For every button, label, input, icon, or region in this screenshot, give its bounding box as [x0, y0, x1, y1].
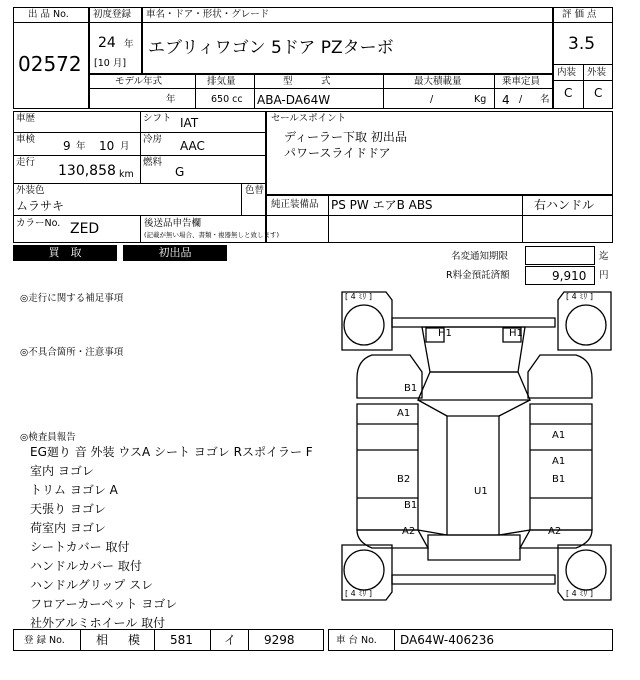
- buy-button: 買 取: [13, 245, 117, 261]
- equipment-value: PS PW エアB ABS: [331, 198, 433, 212]
- sales-point-2: パワースライドドア: [284, 146, 391, 160]
- roof: [447, 416, 499, 535]
- first-reg-label: 初度登録: [93, 9, 132, 20]
- history-label: 車歴: [16, 113, 36, 124]
- exterior-label: 外装: [587, 67, 607, 78]
- color-change-label: 色替: [245, 185, 265, 196]
- defects-label: ◎不具合箇所・注意事項: [20, 347, 124, 358]
- driving-remarks-label: ◎走行に関する補足事項: [20, 293, 124, 304]
- inspector-line: トリム ヨゴレ A: [30, 483, 118, 497]
- reg-area-2: 模: [128, 633, 141, 647]
- reg-number: 9298: [264, 633, 295, 647]
- reg-area-1: 相: [96, 633, 109, 647]
- chassis-label: 車 台 No.: [336, 635, 377, 646]
- damage-mark: A2: [402, 526, 416, 537]
- recycle-label: R料金預託済額: [446, 270, 510, 281]
- mileage-label: 走行: [16, 157, 36, 168]
- tire-fr: [566, 305, 606, 345]
- reg-col-1: [80, 629, 81, 651]
- interior-label: 内装: [557, 67, 577, 78]
- damage-mark: A1: [552, 430, 566, 441]
- recycle-value: 9,910: [552, 269, 587, 283]
- eval-score: 3.5: [568, 34, 596, 54]
- damage-mark: B1: [404, 500, 418, 511]
- ext-color-value: ムラサキ: [16, 199, 65, 213]
- tire-label-fr: [ 4 ﾐﾘ ]: [566, 292, 593, 301]
- max-load-label: 最大積載量: [414, 76, 462, 87]
- ac-value: AAC: [180, 139, 205, 153]
- tire-label-rl: [ 4 ﾐﾘ ]: [345, 589, 372, 598]
- fuel-value: G: [175, 165, 185, 179]
- max-load-unit: Kg: [474, 94, 487, 105]
- damage-mark: B1: [404, 383, 418, 394]
- displacement-label: 排気量: [207, 76, 236, 87]
- damage-mark: U1: [474, 486, 488, 497]
- name-change-label: 名変通知期限: [451, 251, 509, 262]
- inspector-line: 室内 ヨゴレ: [30, 464, 94, 478]
- tire-fl: [344, 305, 384, 345]
- reg-kana: イ: [224, 633, 237, 647]
- inspector-line: 社外アルミホイール 取付: [30, 616, 166, 630]
- reg-col-4: [248, 629, 249, 651]
- front-fender-right: [528, 355, 592, 398]
- tire-label-fl: [ 4 ﾐﾘ ]: [345, 292, 372, 301]
- inspection-year: 9: [63, 139, 71, 153]
- shift-label: シフト: [143, 113, 172, 124]
- windshield: [418, 372, 530, 400]
- inspection-year-unit: 年: [76, 141, 86, 152]
- front-bumper: [392, 318, 555, 327]
- inspector-label: ◎検査員報告: [20, 432, 76, 443]
- inspector-line: 荷室内 ヨゴレ: [30, 521, 106, 535]
- reg-class: 581: [170, 633, 193, 647]
- color-no-label: カラーNo.: [16, 218, 61, 229]
- lot-number: 02572: [18, 52, 82, 76]
- first-reg-year-unit: 年: [124, 39, 134, 50]
- body-left: [357, 404, 418, 530]
- chassis-col: [394, 629, 395, 651]
- tire-label-rr: [ 4 ﾐﾘ ]: [566, 589, 593, 598]
- damage-mark: A1: [397, 408, 411, 419]
- car-name: エブリィワゴン 5ドア PZターボ: [148, 38, 394, 58]
- inspector-line: 天張り ヨゴレ: [30, 502, 106, 516]
- tire-rr: [566, 550, 606, 590]
- inspector-line: フロアーカーペット ヨゴレ: [30, 597, 178, 611]
- inspector-line: シートカバー 取付: [30, 540, 130, 554]
- shift-value: IAT: [180, 116, 199, 130]
- model-label: 型 式: [283, 76, 331, 87]
- steering-value: 右ハンドル: [534, 198, 595, 212]
- sales-point-label: セールスポイント: [271, 113, 347, 124]
- chassis-value: DA64W-406236: [400, 633, 495, 647]
- capacity-unit: 名: [540, 94, 550, 105]
- fuel-label: 燃料: [143, 157, 163, 168]
- mileage-unit: km: [119, 169, 134, 180]
- sales-point-1: ディーラー下取 初出品: [284, 130, 407, 144]
- inspector-line: EG廻り 音 外装 ウスA シート ヨゴレ Rスポイラー F: [30, 445, 313, 459]
- capacity-label: 乗車定員: [502, 76, 541, 87]
- roof-front: [418, 400, 530, 416]
- reg-col-3: [210, 629, 211, 651]
- inspection-month: 10: [99, 139, 115, 153]
- capacity-slash: /: [519, 94, 523, 105]
- car-name-label: 車名・ドア・形状・グレード: [146, 9, 270, 20]
- interior-grade: C: [564, 86, 573, 100]
- ext-color-label: 外装色: [16, 185, 45, 196]
- reg-col-2: [154, 629, 155, 651]
- damage-mark: H1: [438, 328, 452, 339]
- first-listing-button: 初出品: [123, 245, 227, 261]
- model-year-value: 年: [166, 94, 176, 105]
- name-change-unit: 迄: [599, 251, 609, 262]
- ac-label: 冷房: [143, 134, 163, 145]
- model-value: ABA-DA64W: [257, 93, 331, 107]
- first-reg-month: [10 月]: [94, 58, 127, 69]
- equipment-label: 純正装備品: [271, 199, 319, 210]
- inspection-month-unit: 月: [120, 141, 130, 152]
- damage-mark: A1: [552, 456, 566, 467]
- tire-rl: [344, 550, 384, 590]
- inspector-line: ハンドルカバー 取付: [30, 559, 142, 573]
- inspection-label: 車検: [16, 134, 36, 145]
- inspector-line: ハンドルグリップ スレ: [30, 578, 154, 592]
- capacity-value: 4: [502, 93, 510, 107]
- reg-no-label: 登 録 No.: [24, 635, 65, 646]
- color-no-value: ZED: [70, 221, 100, 237]
- first-reg-year: 24: [98, 35, 116, 51]
- damage-mark: A2: [548, 526, 562, 537]
- damage-mark: B1: [552, 474, 566, 485]
- damage-mark: B2: [397, 474, 411, 485]
- displacement-value: 650 cc: [211, 94, 243, 105]
- recycle-unit: 円: [599, 270, 609, 281]
- eval-label: 評 価 点: [562, 9, 597, 20]
- max-load-slash: /: [430, 94, 434, 105]
- mileage-value: 130,858: [58, 163, 116, 179]
- damage-marks: [397, 328, 565, 537]
- model-year-label: モデル年式: [115, 76, 163, 87]
- rear-gate: [428, 535, 520, 560]
- exterior-grade: C: [594, 86, 603, 100]
- body-right: [530, 404, 592, 530]
- lot-label: 出 品 No.: [28, 9, 69, 20]
- aftermarket-label: 後送品申告欄: [144, 218, 202, 229]
- aftermarket-note: (記載が無い場合、書類・複器無しと致します): [144, 231, 280, 239]
- roof-rear: [418, 530, 530, 535]
- damage-mark: H1: [509, 328, 523, 339]
- rear-bumper: [392, 575, 555, 584]
